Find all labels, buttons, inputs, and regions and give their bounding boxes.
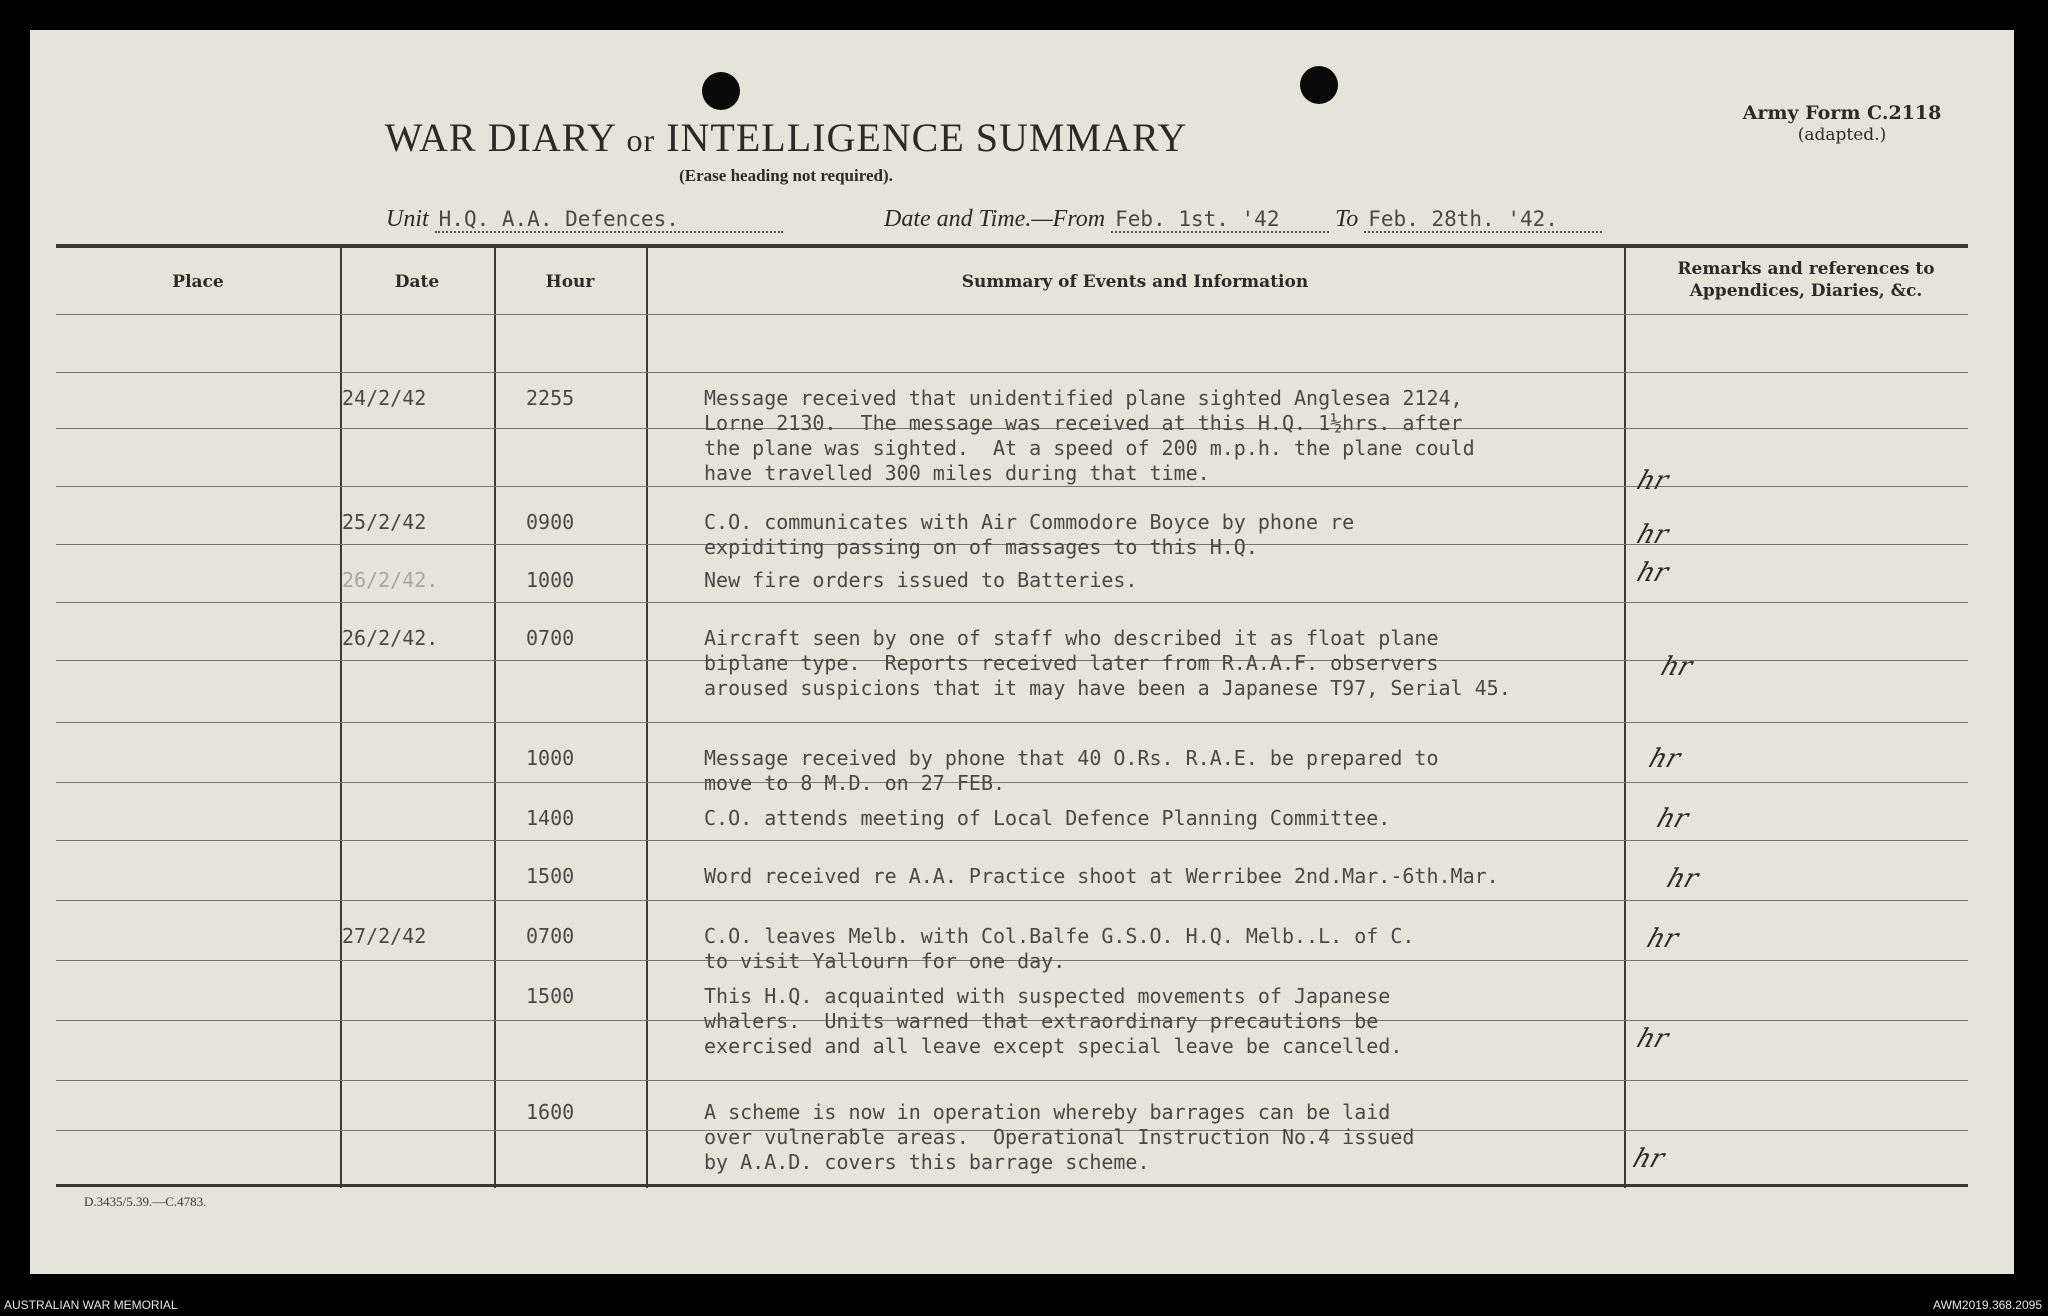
entry-date: 26/2/42. (342, 626, 439, 650)
erase-note: (Erase heading not required). (679, 166, 893, 185)
war-diary-sheet (30, 30, 2014, 1274)
row-rule (56, 722, 1968, 723)
title-war-diary: WAR DIARY (384, 115, 616, 160)
entry-text: C.O. leaves Melb. with Col.Balfe G.S.O. H.Q. Melb..L. of C. to visit Yallourn for one day. (704, 924, 1415, 973)
handwritten-initials: hr (1643, 924, 1683, 954)
title-intelligence-summary: INTELLIGENCE SUMMARY (666, 115, 1188, 160)
handwritten-initials: hr (1629, 1144, 1669, 1174)
caption-left: AUSTRALIAN WAR MEMORIAL (4, 1298, 178, 1312)
table-bottom-rule (56, 1184, 1968, 1187)
handwritten-initials: hr (1663, 864, 1703, 894)
handwritten-initials: hr (1633, 520, 1673, 550)
entry-hour: 1500 (526, 864, 575, 888)
entry-text: Message received by phone that 40 O.Rs. R.A.E. be prepared to move to 8 M.D. on 27 FEB. (704, 746, 1439, 795)
handwritten-initials: hr (1645, 744, 1685, 774)
page-title (30, 114, 1542, 161)
row-rule (56, 1080, 1968, 1081)
army-form-label (1732, 102, 1952, 146)
entry-date: 27/2/42 (342, 924, 427, 948)
entry-hour: 1500 (526, 984, 575, 1008)
entry-hour: 1000 (526, 568, 575, 592)
row-rule (56, 602, 1968, 603)
column-header-summary: Summary of Events and Information (961, 272, 1309, 292)
handwritten-initials: hr (1633, 558, 1673, 588)
column-header-hour: Hour (545, 272, 595, 292)
column-divider (646, 244, 648, 1188)
diary-table (56, 244, 1968, 1188)
row-rule (56, 900, 1968, 901)
entry-date: 24/2/42 (342, 386, 427, 410)
column-header-date: Date (394, 272, 440, 292)
entry-text: Message received that unidentified plane sighted Anglesea 2124, Lorne 2130. The message was received at this H.Q. 1½hrs. after the plane was sighted. At a speed of 200 m.p.h. the plane could have travelled 300 miles during that time. (704, 386, 1475, 485)
unit-line (386, 206, 783, 233)
date-time-line (884, 206, 1602, 233)
title-or: or (626, 122, 656, 158)
date-time-label: Date and Time.—From (884, 206, 1106, 232)
punch-hole-left (702, 72, 740, 110)
entry-text: Word received re A.A. Practice shoot at Werribee 2nd.Mar.-6th.Mar. (704, 864, 1499, 888)
table-top-rule (56, 244, 1968, 248)
handwritten-initials: hr (1657, 652, 1697, 682)
to-label: To (1335, 206, 1359, 232)
row-rule (56, 486, 1968, 487)
entry-hour: 1000 (526, 746, 575, 770)
handwritten-initials: hr (1633, 466, 1673, 496)
entry-date: 25/2/42 (342, 510, 427, 534)
unit-value: H.Q. A.A. Defences. (435, 207, 783, 233)
caption-right: AWM2019.368.2095 (1933, 1298, 2042, 1312)
handwritten-initials: hr (1633, 1024, 1673, 1054)
entry-text: Aircraft seen by one of staff who described it as float plane biplane type. Reports received later from R.A.A.F. observers aroused suspicions that it may have been a Japanese T97, Serial 45. (704, 626, 1511, 700)
entry-text: C.O. communicates with Air Commodore Boyce by phone re expiditing passing on of massages to this H.Q. (704, 510, 1355, 559)
entry-hour: 0700 (526, 626, 575, 650)
row-rule (56, 840, 1968, 841)
column-header-place: Place (172, 272, 224, 292)
entry-text: This H.Q. acquainted with suspected movements of Japanese whalers. Units warned that extraordinary precautions be exercised and all leave except special leave be cancelled. (704, 984, 1403, 1058)
to-value: Feb. 28th. '42. (1364, 207, 1602, 233)
entry-hour: 0700 (526, 924, 575, 948)
entry-date: 26/2/42. (342, 568, 439, 592)
entry-text: New fire orders issued to Batteries. (704, 568, 1138, 592)
entry-hour: 0900 (526, 510, 575, 534)
column-header-remarks: Remarks and references to Appendices, Diaries, &c. (1677, 259, 1935, 301)
unit-label: Unit (386, 206, 429, 232)
handwritten-initials: hr (1653, 804, 1693, 834)
army-form-number: Army Form C.2118 (1742, 102, 1942, 124)
header-rule (56, 314, 1968, 315)
entry-text: A scheme is now in operation whereby barrages can be laid over vulnerable areas. Operational Instruction No.4 issued by A.A.D. covers this barrage scheme. (704, 1100, 1415, 1174)
entry-hour: 2255 (526, 386, 575, 410)
print-code: D.3435/5.39.—C.4783. (84, 1194, 207, 1209)
entry-text: C.O. attends meeting of Local Defence Planning Committee. (704, 806, 1391, 830)
entry-hour: 1400 (526, 806, 575, 830)
from-value: Feb. 1st. '42 (1111, 207, 1329, 233)
punch-hole-right (1300, 66, 1338, 104)
column-divider (494, 244, 496, 1188)
row-rule (56, 372, 1968, 373)
army-form-adapted: (adapted.) (1797, 125, 1887, 145)
entry-hour: 1600 (526, 1100, 575, 1124)
